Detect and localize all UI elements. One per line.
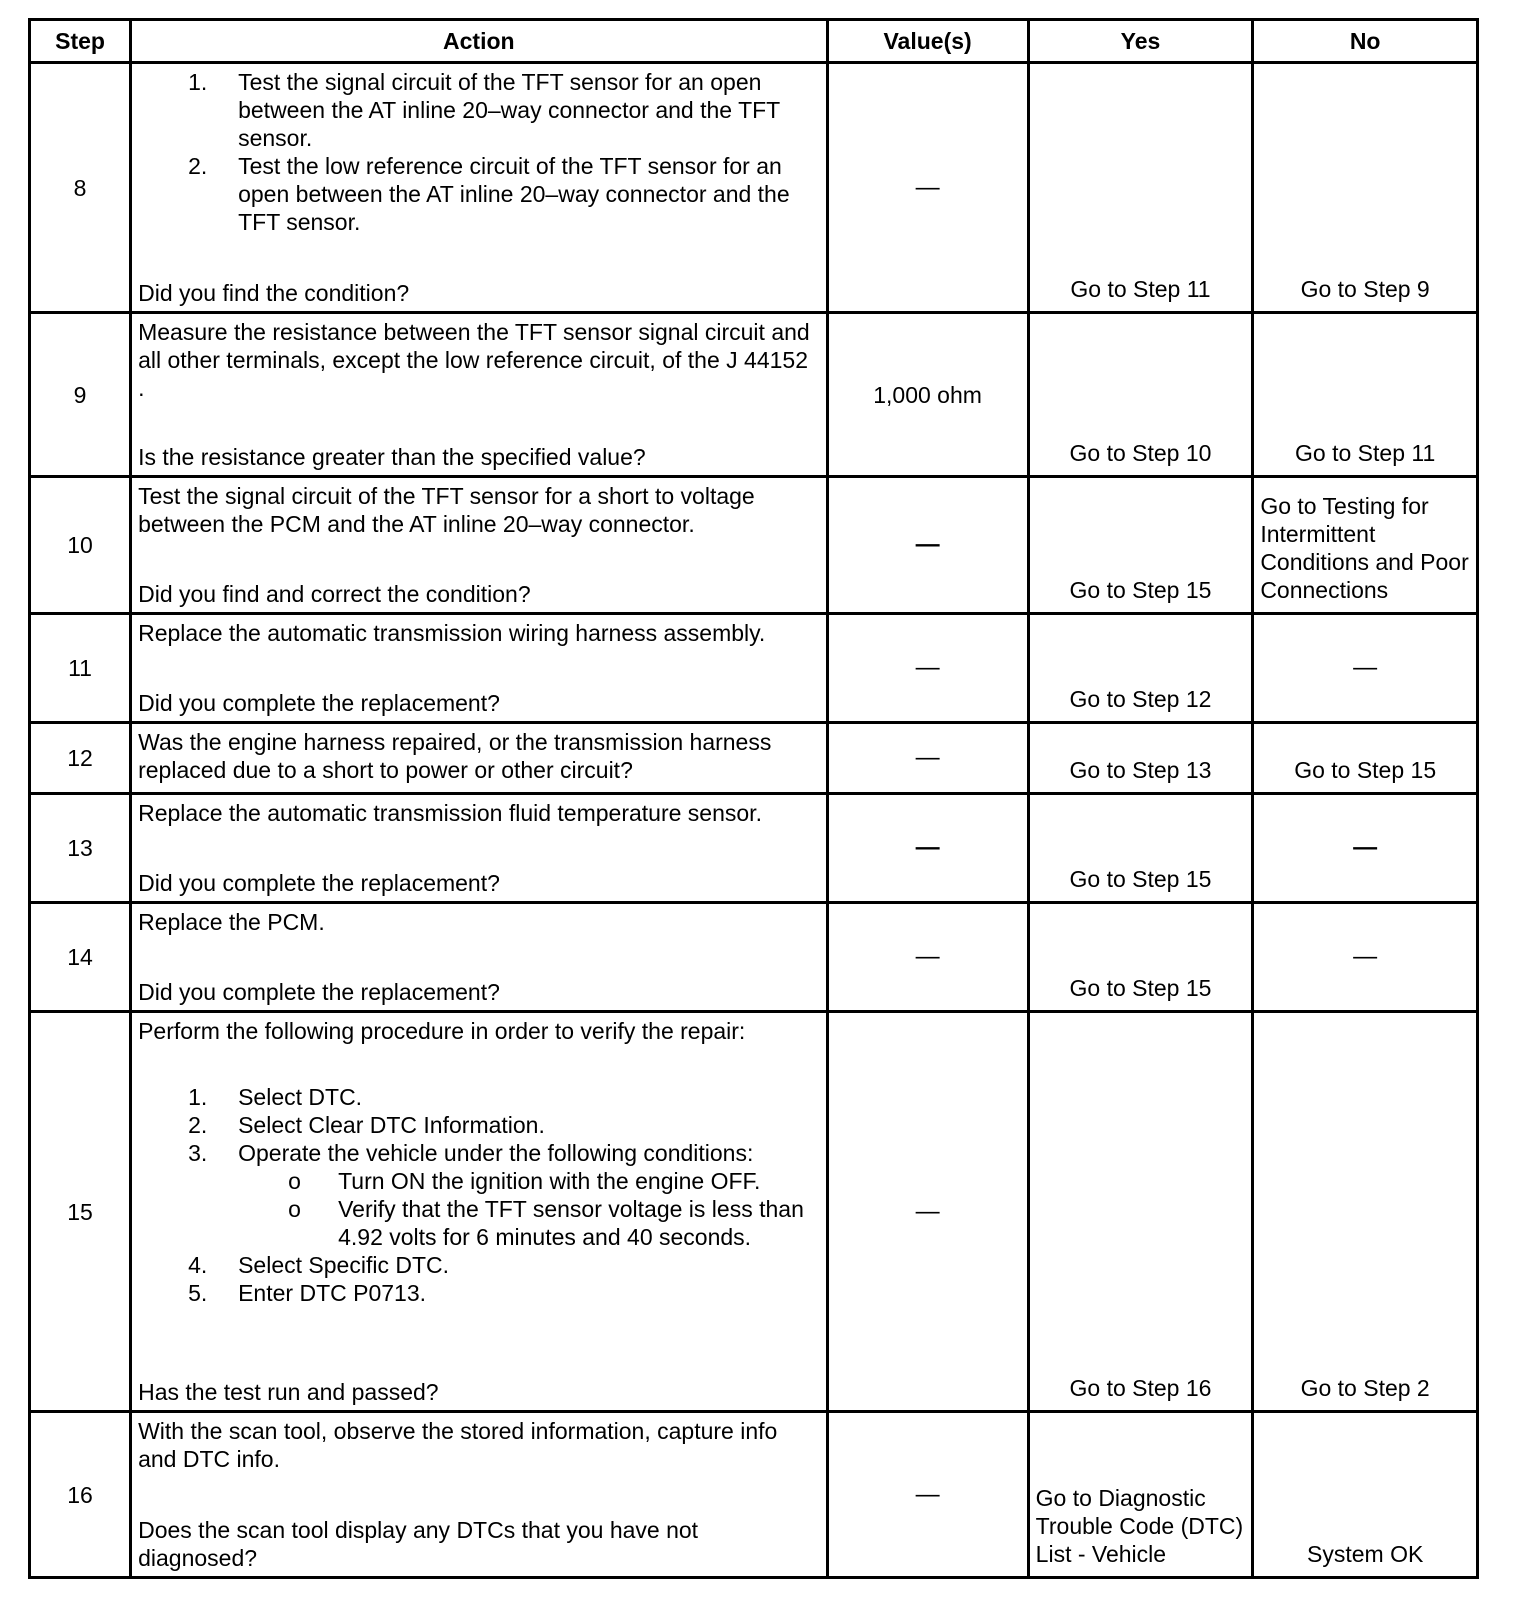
value-cell: — xyxy=(827,63,1028,313)
action-cell xyxy=(131,313,827,477)
value-cell: — xyxy=(827,614,1028,723)
value-cell: — xyxy=(827,477,1028,614)
header-no: No xyxy=(1253,20,1478,63)
list-item: 1. Test the signal circuit of the TFT sensor for an open between the AT inline 20–way connector and the TFT sensor. xyxy=(188,69,780,151)
action-question: Did you complete the replacement? xyxy=(138,690,500,716)
action-cell xyxy=(131,63,827,313)
list-item: 1. Select DTC. xyxy=(188,1084,363,1110)
yes-cell xyxy=(1028,614,1253,723)
header-action: Action xyxy=(131,20,827,63)
action-question: Did you find the condition? xyxy=(138,280,410,306)
yes-link: Go to Diagnostic Trouble Code (DTC) List - Vehicle xyxy=(1035,1485,1244,1567)
yes-cell xyxy=(1028,1412,1253,1578)
yes-cell xyxy=(1028,63,1253,313)
no-cell: — xyxy=(1253,614,1478,723)
step-number: 8 xyxy=(30,63,131,313)
procedure-list xyxy=(138,1083,819,1307)
list-item: 2. Select Clear DTC Information. xyxy=(188,1112,545,1138)
step-number: 16 xyxy=(30,1412,131,1578)
yes-link: Go to Step 15 xyxy=(1069,866,1212,892)
action-question: Has the test run and passed? xyxy=(138,1379,439,1405)
yes-link: Go to Step 12 xyxy=(1069,686,1212,712)
sub-list-item: o Verify that the TFT sensor voltage is less than 4.92 volts for 6 minutes and 40 seconds. xyxy=(288,1196,804,1250)
table-row-step-12 xyxy=(30,723,1478,794)
action-text: With the scan tool, observe the stored information, capture info and DTC info. xyxy=(138,1418,778,1472)
yes-link: Go to Step 15 xyxy=(1069,975,1212,1001)
step-number: 10 xyxy=(30,477,131,614)
sub-list-item: o Turn ON the ignition with the engine OFF. xyxy=(288,1168,761,1194)
no-link: Go to Testing for Intermittent Conditions and Poor Connections xyxy=(1260,493,1469,603)
yes-link: Go to Step 13 xyxy=(1069,757,1212,783)
procedure-list xyxy=(138,68,819,236)
yes-cell xyxy=(1028,903,1253,1012)
yes-link: Go to Step 15 xyxy=(1069,577,1212,603)
action-text: Measure the resistance between the TFT sensor signal circuit and all other terminals, except the low reference circuit, of the J 44152 . xyxy=(138,319,810,401)
value-cell: — xyxy=(827,794,1028,903)
yes-cell xyxy=(1028,1012,1253,1412)
list-item: 3. Operate the vehicle under the following conditions: o Turn ON the ignition with the engine OFF. o Verify that the TFT sensor voltage is less than 4.92 volts for 6 minutes and 40 seconds. xyxy=(138,1139,819,1251)
step-number: 15 xyxy=(30,1012,131,1412)
yes-cell xyxy=(1028,477,1253,614)
list-item: 2. Test the low reference circuit of the TFT sensor for an open between the AT inline 20–way connector and the TFT sensor. xyxy=(188,153,790,235)
table-row-step-14 xyxy=(30,903,1478,1012)
table-row-step-15 xyxy=(30,1012,1478,1412)
table-row-step-8 xyxy=(30,63,1478,313)
no-link: Go to Step 11 xyxy=(1295,440,1436,466)
action-text: Replace the automatic transmission fluid temperature sensor. xyxy=(138,800,762,826)
yes-cell xyxy=(1028,794,1253,903)
yes-link: Go to Step 16 xyxy=(1069,1375,1212,1401)
header-row xyxy=(30,20,1478,63)
diagnostic-table xyxy=(28,18,1479,1579)
action-cell xyxy=(131,1412,827,1578)
no-cell: — xyxy=(1253,794,1478,903)
sub-list xyxy=(138,1167,819,1251)
yes-link: Go to Step 10 xyxy=(1069,440,1212,466)
action-question: Was the engine harness repaired, or the transmission harness replaced due to a short to power or other circuit? xyxy=(138,729,772,783)
no-cell xyxy=(1253,1412,1478,1578)
no-cell xyxy=(1253,63,1478,313)
no-link: Go to Step 2 xyxy=(1300,1375,1430,1401)
action-text: Replace the PCM. xyxy=(138,909,325,935)
step-number: 13 xyxy=(30,794,131,903)
step-number: 11 xyxy=(30,614,131,723)
yes-link: Go to Step 11 xyxy=(1070,276,1211,302)
no-link: Go to Step 15 xyxy=(1294,757,1437,783)
header-yes: Yes xyxy=(1028,20,1253,63)
list-item: 5. Enter DTC P0713. xyxy=(188,1280,427,1306)
step-number: 12 xyxy=(30,723,131,794)
action-cell xyxy=(131,723,827,794)
table-row-step-10 xyxy=(30,477,1478,614)
value-cell: — xyxy=(827,723,1028,794)
action-text: Test the signal circuit of the TFT sensor for a short to voltage between the PCM and the AT inline 20–way connector. xyxy=(138,483,755,537)
no-link: Go to Step 9 xyxy=(1300,276,1430,302)
value-cell: — xyxy=(827,903,1028,1012)
action-text: Perform the following procedure in order to verify the repair: xyxy=(138,1018,746,1044)
no-cell xyxy=(1253,477,1478,614)
action-question: Did you find and correct the condition? xyxy=(138,581,531,607)
action-question: Is the resistance greater than the specified value? xyxy=(138,444,646,470)
value-cell: 1,000 ohm xyxy=(827,313,1028,477)
action-cell xyxy=(131,614,827,723)
no-cell xyxy=(1253,723,1478,794)
yes-cell xyxy=(1028,313,1253,477)
yes-cell xyxy=(1028,723,1253,794)
action-cell xyxy=(131,903,827,1012)
table-row-step-16 xyxy=(30,1412,1478,1578)
action-cell xyxy=(131,794,827,903)
action-cell xyxy=(131,477,827,614)
no-link: System OK xyxy=(1307,1541,1424,1567)
no-cell xyxy=(1253,1012,1478,1412)
action-question: Did you complete the replacement? xyxy=(138,870,500,896)
table-row-step-13 xyxy=(30,794,1478,903)
header-step: Step xyxy=(30,20,131,63)
no-cell xyxy=(1253,313,1478,477)
header-values: Value(s) xyxy=(827,20,1028,63)
step-number: 9 xyxy=(30,313,131,477)
value-cell: — xyxy=(827,1412,1028,1578)
action-text: Replace the automatic transmission wiring harness assembly. xyxy=(138,620,766,646)
value-cell: — xyxy=(827,1012,1028,1412)
action-question: Does the scan tool display any DTCs that you have not diagnosed? xyxy=(138,1517,699,1571)
action-cell xyxy=(131,1012,827,1412)
table-row-step-11 xyxy=(30,614,1478,723)
table-row-step-9 xyxy=(30,313,1478,477)
no-cell: — xyxy=(1253,903,1478,1012)
list-item: 4. Select Specific DTC. xyxy=(188,1252,449,1278)
step-number: 14 xyxy=(30,903,131,1012)
action-question: Did you complete the replacement? xyxy=(138,979,500,1005)
